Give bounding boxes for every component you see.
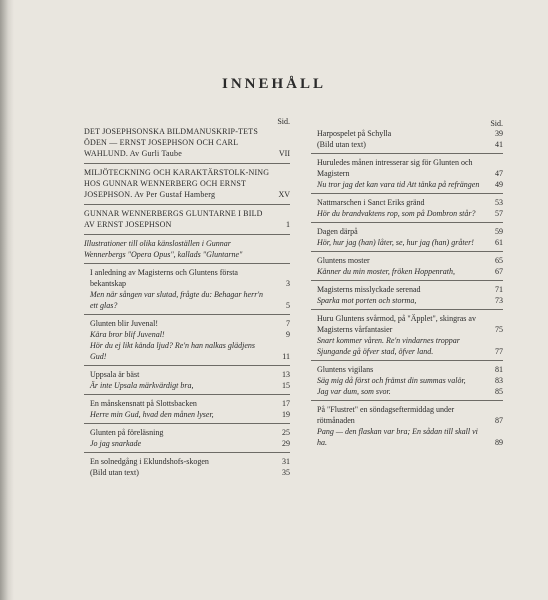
toc-entry: [84, 318, 290, 329]
entry-divider: [311, 400, 503, 401]
toc-entry: [311, 313, 503, 335]
toc-entry-page: XV: [278, 190, 290, 199]
toc-entry: [84, 267, 290, 289]
toc-entry-page: 73: [495, 296, 503, 305]
toc-entry: [311, 157, 503, 179]
toc-entry-page: 29: [282, 439, 290, 448]
toc-entry-page: 39: [495, 129, 503, 138]
toc-entry-title: Snart kommer våren. Re'n vindarnes troppar Sjungande gå öfver stad, öfver land.: [317, 336, 460, 356]
toc-entry-title: På "Flustret" en söndagseftermiddag under rötmånaden: [317, 405, 455, 425]
toc-right-entries: [311, 128, 503, 448]
toc-entry-page: 85: [495, 387, 503, 396]
toc-right-column: [311, 118, 503, 448]
page-column-label: Sid.: [490, 119, 503, 128]
toc-entry: [311, 335, 503, 357]
entry-divider: [84, 163, 290, 164]
toc-entry-title: DET JOSEPHSONSKA BILDMANUSKRIP-TETS ÖDEN — ERNST JOSEPHSON OCH CARL WAHLUND. Av Gurli Taube: [84, 127, 258, 158]
toc-entry-page: VII: [278, 149, 290, 158]
toc-entry: [84, 208, 290, 230]
toc-entry-page: 3: [286, 279, 290, 288]
entry-divider: [311, 251, 503, 252]
toc-entry-title: MILJÖTECKNING OCH KARAKTÄRSTOLK-NING HOS GUNNAR WENNERBERG OCH ERNST JOSEPHSON. Av Per Gustaf Hamberg: [84, 168, 270, 199]
toc-entry-page: 1: [286, 220, 290, 229]
entry-divider: [311, 222, 503, 223]
toc-entry-title: En solnedgång i Eklundshofs-skogen: [90, 457, 209, 466]
entry-divider: [84, 234, 290, 235]
toc-entry: [84, 238, 290, 260]
toc-entry-title: Gluntens moster: [317, 256, 370, 265]
toc-entry-page: 67: [495, 267, 503, 276]
toc-entry: [311, 426, 503, 448]
toc-entry-page: 41: [495, 140, 503, 149]
toc-entry: [84, 329, 290, 340]
toc-entry-page: 87: [495, 416, 503, 425]
toc-entry-title: Dagen därpå: [317, 227, 358, 236]
toc-entry: [84, 427, 290, 438]
toc-entry-page: 13: [282, 370, 290, 379]
toc-entry-page: 81: [495, 365, 503, 374]
toc-entry: [84, 456, 290, 467]
toc-entry-title: Nattmarschen i Sanct Eriks gränd: [317, 198, 425, 207]
entry-divider: [311, 309, 503, 310]
toc-entry-page: 25: [282, 428, 290, 437]
toc-entry-title: Harpospelet på Schylla: [317, 129, 392, 138]
toc-entry: [311, 208, 503, 219]
entry-divider: [84, 204, 290, 205]
entry-divider: [84, 365, 290, 366]
toc-entry: [311, 255, 503, 266]
toc-entry: [84, 369, 290, 380]
toc-entry-title: Jo jag snarkade: [90, 439, 142, 448]
entry-divider: [84, 394, 290, 395]
toc-entry-page: 65: [495, 256, 503, 265]
toc-entry-title: Illustrationer till olika känsloställen i Gunnar Wennerbergs "Opera Opus", kallads "Gluntarne": [84, 239, 243, 259]
toc-entry-title: Uppsala är bäst: [90, 370, 140, 379]
toc-left-column: [84, 116, 290, 478]
toc-entry: [311, 237, 503, 248]
toc-entry: [84, 438, 290, 449]
toc-entry: [311, 284, 503, 295]
toc-entry-title: Gluntens vigilans: [317, 365, 374, 374]
toc-entry-page: 5: [286, 301, 290, 310]
toc-entry-page: 53: [495, 198, 503, 207]
toc-entry-title: Jag var dum, som svor.: [317, 387, 391, 396]
toc-entry-title: Är inte Upsala märkvärdigt bra,: [90, 381, 194, 390]
entry-divider: [84, 423, 290, 424]
toc-entry-page: 17: [282, 399, 290, 408]
toc-entry-page: 31: [282, 457, 290, 466]
toc-entry: [84, 340, 290, 362]
toc-entry-title: Glunten blir Juvenal!: [90, 319, 158, 328]
entry-divider: [311, 193, 503, 194]
toc-entry-page: 77: [495, 347, 503, 356]
toc-entry-title: Huruledes månen intresserar sig för Glunten och Magistern: [317, 158, 473, 178]
page-title: INNEHÅLL: [221, 76, 327, 92]
toc-entry-page: 15: [282, 381, 290, 390]
toc-entry: [311, 386, 503, 397]
toc-entry-title: Sparka mot porten och storma,: [317, 296, 417, 305]
entry-divider: [84, 452, 290, 453]
toc-entry: [311, 364, 503, 375]
toc-entry-page: 7: [286, 319, 290, 328]
toc-entry: [84, 398, 290, 409]
toc-entry-page: 19: [282, 410, 290, 419]
toc-entry: [84, 409, 290, 420]
toc-entry-title: Pang — den flaskan var bra; En sådan till skall vi ha.: [317, 427, 478, 447]
toc-entry-title: Magisterns misslyckade serenad: [317, 285, 421, 294]
toc-entry-page: 59: [495, 227, 503, 236]
toc-entry: [311, 295, 503, 306]
toc-entry: [84, 167, 290, 200]
toc-entry-title: Hör du brandvaktens rop, som på Dombron står?: [317, 209, 476, 218]
toc-entry-title: (Bild utan text): [90, 468, 139, 477]
toc-entry: [311, 266, 503, 277]
toc-entry: [84, 289, 290, 311]
toc-entry-page: 75: [495, 325, 503, 334]
toc-entry-title: I anledning av Magisterns och Gluntens första bekantskap: [90, 268, 238, 288]
toc-entry: [84, 126, 290, 159]
toc-entry-title: Känner du min moster, fröken Hoppenrath,: [317, 267, 455, 276]
toc-entry-title: Hör du ej likt kända ljud? Re'n han nalkas glädjens Gud!: [90, 341, 256, 361]
entry-divider: [311, 280, 503, 281]
toc-entry: [311, 139, 503, 150]
toc-entry-page: 35: [282, 468, 290, 477]
toc-entry-page: 83: [495, 376, 503, 385]
toc-entry: [311, 226, 503, 237]
toc-entry-title: Huru Gluntens svårmod, på "Äpplet", skingras av Magisterns vårfantasier: [317, 314, 476, 334]
entry-divider: [311, 153, 503, 154]
toc-entry-title: En månskensnatt på Slottsbacken: [90, 399, 197, 408]
toc-entry-page: 61: [495, 238, 503, 247]
toc-entry-title: GUNNAR WENNERBERGS GLUNTARNE I BILD AV ERNST JOSEPHSON: [84, 209, 263, 229]
toc-entry-title: Herre min Gud, hvad den månen lyser,: [90, 410, 214, 419]
toc-entry-page: 9: [286, 330, 290, 339]
toc-entry-title: Säg mig då först och främst din summas valör,: [317, 376, 466, 385]
toc-entry: [311, 404, 503, 426]
toc-entry-page: 11: [282, 352, 290, 361]
toc-entry-title: (Bild utan text): [317, 140, 366, 149]
toc-entry: [84, 380, 290, 391]
page-column-label: Sid.: [277, 117, 290, 126]
toc-entry-title: Men när sången var slutad, frågte du: Behagar herr'n ett glas?: [90, 290, 264, 310]
toc-entry-page: 89: [495, 438, 503, 447]
toc-entry: [84, 467, 290, 478]
toc-entry: [311, 197, 503, 208]
toc-entry: [311, 375, 503, 386]
toc-entry-page: 47: [495, 169, 503, 178]
toc-entry-page: 71: [495, 285, 503, 294]
toc-entry: [311, 128, 503, 139]
toc-left-entries: [84, 126, 290, 478]
toc-entry-page: 49: [495, 180, 503, 189]
toc-entry-title: Glunten på föreläsning: [90, 428, 164, 437]
entry-divider: [84, 314, 290, 315]
toc-entry-title: Kära bror blif Juvenal!: [90, 330, 165, 339]
entry-divider: [311, 360, 503, 361]
entry-divider: [84, 263, 290, 264]
toc-entry-title: Hör, hur jag (han) låter, se, hur jag (han) gråter!: [317, 238, 474, 247]
toc-entry: [311, 179, 503, 190]
toc-entry-title: Nu tror jag det kan vara tid Att tänka på refrängen: [317, 180, 480, 189]
toc-entry-page: 57: [495, 209, 503, 218]
